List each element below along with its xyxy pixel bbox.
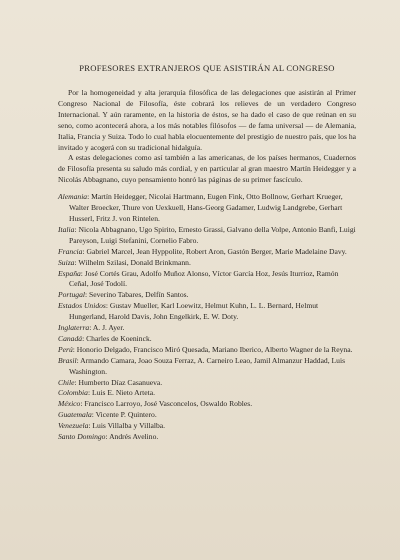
greeting-paragraph: A estas delegaciones como así también a las americanas, de los países hermanos, Cuadernos de Filosofía presenta su saludo más cordial, y en particular al gran maestro Martín Heidegger y a Nicolás Abbagnano, cuyo pensamiento honró las páginas de su primer fascículo. [58, 153, 356, 185]
delegation-separator: : [82, 246, 87, 256]
delegation-country: Alemania [58, 192, 88, 202]
delegation-separator: : [74, 257, 79, 267]
delegation-separator: : [87, 388, 92, 398]
delegation-names: José Cortés Grau, Adolfo Muñoz Alonso, Víctor García Hoz, Jesús Iturrioz, Ramón Ceñal, José Todolí. [69, 268, 339, 289]
delegation-country: Portugal [58, 290, 86, 300]
delegation-entry [58, 410, 356, 421]
delegation-country: Suiza [58, 257, 75, 267]
delegation-entry [58, 301, 356, 323]
delegation-separator: : [91, 410, 96, 420]
delegation-separator: : [72, 344, 77, 354]
delegation-names: Humberto Díaz Casanueva. [78, 377, 163, 387]
delegation-entry [58, 192, 356, 225]
delegation-names: Armando Camara, Joao Souza Ferraz, A. Carneiro Leao, Jamil Almanzur Haddad, Luis Washington. [69, 355, 346, 376]
delegation-separator: : [82, 333, 87, 343]
delegation-entry [58, 345, 356, 356]
delegation-separator: : [87, 192, 92, 202]
delegation-entry [58, 399, 356, 410]
delegation-names: Vicente P. Quintero. [95, 410, 157, 420]
delegation-separator: : [88, 421, 93, 431]
page-content [58, 63, 356, 443]
delegation-names: Francisco Larroyo, José Vasconcelos, Oswaldo Robles. [84, 399, 253, 409]
delegation-entry [58, 247, 356, 258]
delegation-separator: : [76, 355, 81, 365]
delegation-country: Perú [58, 344, 73, 354]
delegation-names: Honorio Delgado, Francisco Miró Quesada, Mariano Iberico, Alberto Wagner de la Reyna. [76, 344, 353, 354]
delegation-entry [58, 421, 356, 432]
delegation-names: Gabriel Marcel, Jean Hyppolite, Robert Aron, Gastón Berger, Marie Madelaine Davy. [86, 246, 347, 256]
delegation-separator: : [85, 290, 90, 300]
delegation-separator: : [105, 301, 110, 311]
delegation-country: Canadá [58, 333, 83, 343]
delegation-names: Nicola Abbagnano, Ugo Spirito, Ernesto Grassi, Galvano della Volpe, Antonio Banfi, Luigi Pareyson, Luigi Stefanini, Cornelio Fabro. [69, 224, 356, 245]
delegation-country: Venezuela [58, 421, 89, 431]
delegation-country: Chile [58, 377, 75, 387]
delegation-names: Andrés Avelino. [109, 432, 159, 442]
delegation-names: Gustav Mueller, Karl Loewitz, Helmut Kuhn, L. L. Bernard, Helmut Hungerland, Harold Davis, John Engelkirk, E. W. Doty. [69, 301, 319, 322]
delegation-separator: : [80, 399, 85, 409]
delegation-entry [58, 290, 356, 301]
delegation-country: Francia [58, 246, 83, 256]
delegation-separator: : [74, 224, 79, 234]
delegation-names: Luis E. Nieto Arteta. [91, 388, 156, 398]
delegation-names: A. J. Ayer. [92, 323, 125, 333]
delegation-entry [58, 388, 356, 399]
delegation-entry [58, 378, 356, 389]
delegation-country: Brasil [58, 355, 77, 365]
delegation-list [58, 192, 356, 443]
delegation-names: Severino Tabares, Delfín Santos. [89, 290, 189, 300]
delegation-country: Inglaterra [58, 323, 90, 333]
delegation-country: Santo Domingo [58, 432, 106, 442]
delegation-entry [58, 269, 356, 291]
intro-paragraph: Por la homogeneidad y alta jerarquía filosófica de las delegaciones que asistirán al Primer Congreso Nacional de Filosofía, éste cobrará los relieves de un verdadero Congreso Internacional. Y aún raramente, en la historia de éstos, se ha dado el caso de que reúnan en su seno, como acontecerá ahora, a los más notables filósofos — de fama universal — de Alemania, Italia, Francia y Suiza. Todo lo cual habla elocuentemente del prestigio de nuestro país, que los ha invitado y acogerá con su tradicional hidalguía. [58, 88, 356, 152]
delegation-entry [58, 323, 356, 334]
delegation-separator: : [80, 268, 85, 278]
delegation-separator: : [105, 432, 110, 442]
delegation-separator: : [74, 377, 79, 387]
delegation-entry [58, 432, 356, 443]
delegation-entry [58, 258, 356, 269]
page-title: PROFESORES EXTRANJEROS QUE ASISTIRÁN AL CONGRESO [79, 63, 335, 73]
delegation-separator: : [89, 323, 93, 333]
delegation-country: México [58, 399, 81, 409]
delegation-entry [58, 334, 356, 345]
delegation-names: Charles de Koeninck. [86, 333, 152, 343]
delegation-names: Wilhelm Szilasi, Donald Brinkmann. [78, 257, 191, 267]
delegation-country: Estados Unidos [58, 301, 106, 311]
delegation-names: Luis Villalba y Villalba. [92, 421, 166, 431]
delegation-country: España [58, 268, 81, 278]
delegation-names: Martín Heidegger, Nicolai Hartmann, Eugen Fink, Otto Bollnow, Gerhart Krueger, Walter Broecker, Thure von Uexkuell, Hans-Georg Gadamer, Ludwig Landgrebe, Gerhart Husserl, Fritz J. von Rintelen. [69, 192, 343, 223]
delegation-country: Italia [58, 224, 75, 234]
delegation-entry [58, 225, 356, 247]
delegation-entry [58, 356, 356, 378]
delegation-country: Guatemala [58, 410, 92, 420]
delegation-country: Colombia [58, 388, 88, 398]
